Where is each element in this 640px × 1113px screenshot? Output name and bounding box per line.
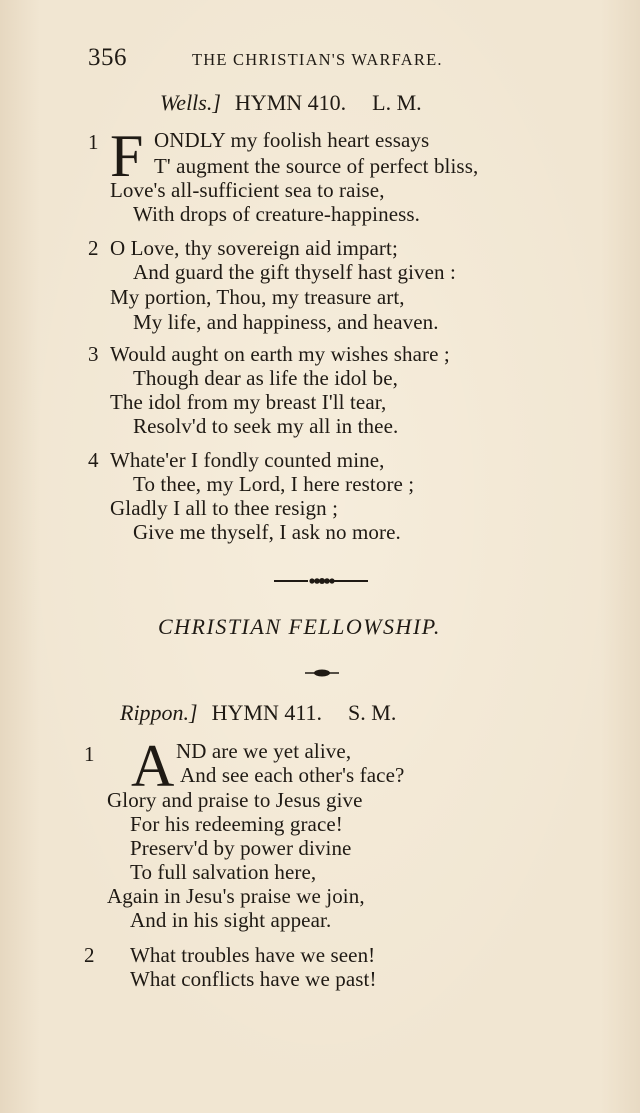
hymn-411-heading: [120, 700, 396, 726]
verse-line: And in his sight appear.: [130, 908, 332, 932]
verse-line: Whate'er I fondly counted mine,: [110, 448, 385, 472]
verse-line: To thee, my Lord, I here restore ;: [133, 472, 415, 496]
stanza-number: 1: [88, 130, 99, 154]
hymn-410-number: HYMN 410.: [234, 90, 347, 115]
page-number: 356: [88, 44, 127, 71]
ornament-rule-icon: [272, 574, 370, 588]
verse-line: Would aught on earth my wishes share ;: [110, 342, 450, 366]
verse-line: ND are we yet alive,: [176, 739, 352, 763]
verse-line: Again in Jesu's praise we join,: [107, 884, 365, 908]
verse-line: What conflicts have we past!: [130, 967, 377, 991]
section-title: CHRISTIAN FELLOWSHIP.: [158, 614, 441, 639]
verse-line: O Love, thy sovereign aid impart;: [110, 236, 398, 260]
verse-line: My life, and happiness, and heaven.: [133, 310, 439, 334]
verse-line: My portion, Thou, my treasure art,: [110, 285, 405, 309]
hymn-410-heading: [160, 90, 422, 116]
verse-line: And guard the gift thyself hast given :: [133, 260, 456, 284]
ornament-dash-icon: [304, 668, 340, 678]
verse-line: T' augment the source of perfect bliss,: [154, 154, 479, 178]
verse-line: Love's all-sufficient sea to raise,: [110, 178, 385, 202]
verse-line: ONDLY my foolish heart essays: [154, 128, 430, 152]
hymn-410-tune: Wells.]: [160, 90, 221, 115]
hymn-411-tune: Rippon.]: [120, 700, 198, 725]
verse-line: Resolv'd to seek my all in thee.: [133, 414, 399, 438]
hymn-410-meter: L. M.: [372, 90, 422, 115]
stanza-number: 3: [88, 342, 99, 366]
verse-line: For his redeeming grace!: [130, 812, 343, 836]
verse-line: Give me thyself, I ask no more.: [133, 520, 401, 544]
stanza-number: 2: [88, 236, 99, 260]
drop-cap: F: [110, 123, 144, 189]
stanza-number: 4: [88, 448, 99, 472]
drop-cap: A: [131, 733, 175, 799]
verse-line: And see each other's face?: [180, 763, 405, 787]
verse-line: Though dear as life the idol be,: [133, 366, 399, 390]
verse-line: Preserv'd by power divine: [130, 836, 352, 860]
verse-line: What troubles have we seen!: [130, 943, 376, 967]
stanza-number: 2: [84, 943, 95, 967]
verse-line: The idol from my breast I'll tear,: [110, 390, 387, 414]
stanza-number: 1: [84, 742, 95, 766]
verse-line: To full salvation here,: [130, 860, 317, 884]
running-title: THE CHRISTIAN'S WARFARE.: [192, 50, 443, 69]
hymn-411-meter: S. M.: [348, 700, 397, 725]
verse-line: With drops of creature-happiness.: [133, 202, 421, 226]
verse-line: Glory and praise to Jesus give: [107, 788, 363, 812]
hymn-411-number: HYMN 411.: [211, 700, 323, 725]
verse-line: Gladly I all to thee resign ;: [110, 496, 339, 520]
